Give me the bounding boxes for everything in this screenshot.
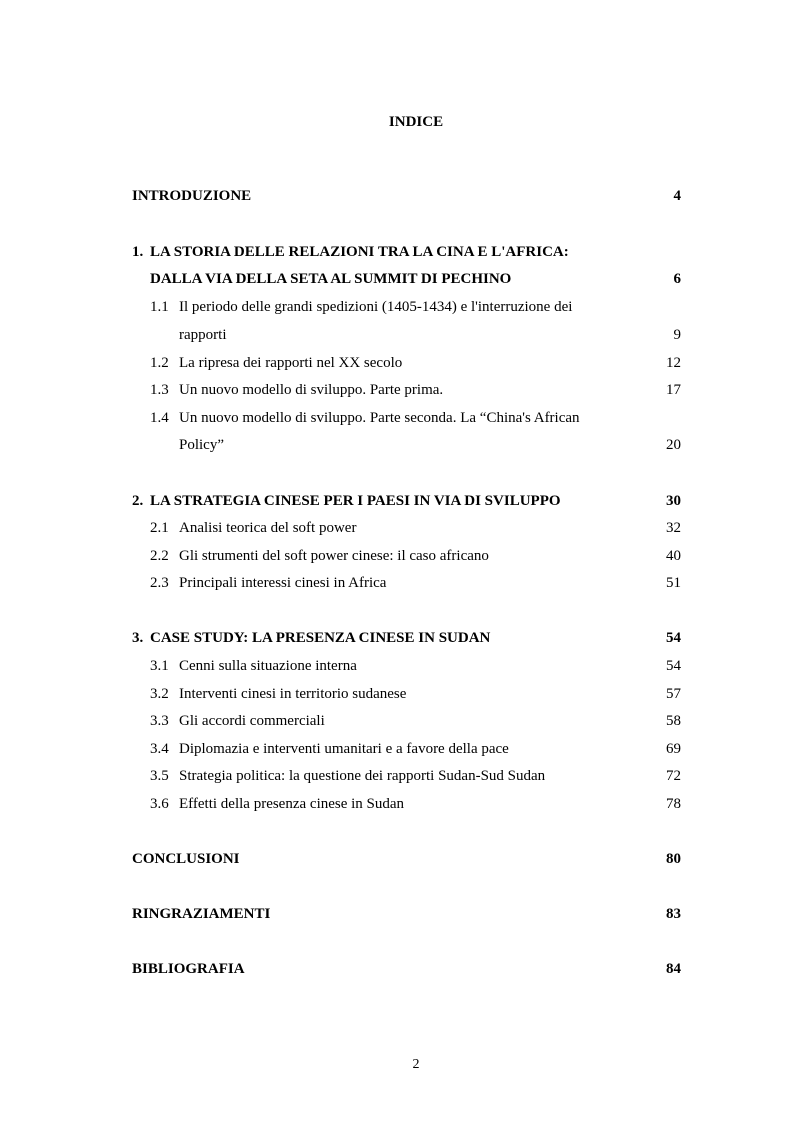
toc-entry-page: 57: [666, 686, 681, 702]
toc-entry-number: 2.3: [150, 575, 169, 591]
toc-entry-title: Gli strumenti del soft power cinese: il caso africano: [179, 548, 489, 564]
toc-entry-title: Il periodo delle grandi spedizioni (1405-1434) e l'interruzione dei: [179, 299, 573, 315]
toc-entry-page: 83: [666, 906, 681, 922]
toc-entry-page: 30: [666, 493, 681, 509]
toc-entry-page: 4: [673, 188, 681, 204]
toc-entry-title: Un nuovo modello di sviluppo. Parte seconda. La “China's African: [179, 410, 580, 426]
toc-entry-3-5[interactable]: [132, 766, 681, 786]
toc-entry-title: Interventi cinesi in territorio sudanese: [179, 686, 407, 702]
toc-entry-chapter-1[interactable]: [132, 242, 681, 262]
toc-entry-title: Analisi teorica del soft power: [179, 520, 357, 536]
toc-entry-1-4[interactable]: [132, 408, 681, 428]
toc-entry-page: 12: [666, 355, 681, 371]
toc-entry-number: 2.1: [150, 520, 169, 536]
toc-entry-title: Policy”: [179, 437, 224, 453]
page-title: INDICE: [388, 114, 444, 130]
toc-entry-title: LA STORIA DELLE RELAZIONI TRA LA CINA E L'AFRICA:: [150, 244, 569, 260]
toc-entry-number: 3.: [132, 630, 144, 646]
toc-entry-number: 3.6: [150, 796, 169, 812]
toc-entry-title: Un nuovo modello di sviluppo. Parte prima.: [179, 382, 444, 398]
toc-entry-page: 17: [666, 382, 681, 398]
toc-entry-page: 9: [673, 327, 681, 343]
toc-entry-title: Strategia politica: la questione dei rapporti Sudan-Sud Sudan: [179, 768, 546, 784]
toc-entry-page: 40: [666, 548, 681, 564]
toc-entry-title: BIBLIOGRAFIA: [132, 961, 245, 977]
toc-entry-page: 69: [666, 741, 681, 757]
toc-entry-title: Diplomazia e interventi umanitari e a favore della pace: [179, 741, 509, 757]
toc-entry-page: 51: [666, 575, 681, 591]
toc-entry-conclusioni[interactable]: [132, 849, 681, 869]
toc-entry-title: LA STRATEGIA CINESE PER I PAESI IN VIA DI SVILUPPO: [150, 493, 561, 509]
toc-entry-2-2[interactable]: [132, 546, 681, 566]
toc-entry-3-3[interactable]: [132, 711, 681, 731]
page-number: 2: [412, 1057, 420, 1072]
toc-entry-title: rapporti: [179, 327, 227, 343]
toc-entry-1-1[interactable]: [132, 297, 681, 317]
toc-entry-number: 1.2: [150, 355, 169, 371]
toc-entry-1-3[interactable]: [132, 380, 681, 400]
toc-entry-introduzione[interactable]: [132, 186, 681, 206]
toc-entry-page: 84: [666, 961, 681, 977]
toc-entry-title: La ripresa dei rapporti nel XX secolo: [179, 355, 403, 371]
toc-entry-number: 2.2: [150, 548, 169, 564]
toc-entry-3-6[interactable]: [132, 794, 681, 814]
toc-entry-title: CASE STUDY: LA PRESENZA CINESE IN SUDAN: [150, 630, 491, 646]
toc-entry-title: RINGRAZIAMENTI: [132, 906, 271, 922]
toc-entry-title: Gli accordi commerciali: [179, 713, 325, 729]
toc-entry-2-1[interactable]: [132, 518, 681, 538]
toc-entry-title: Effetti della presenza cinese in Sudan: [179, 796, 405, 812]
toc-entry-title: Principali interessi cinesi in Africa: [179, 575, 387, 591]
toc-entry-number: 2.: [132, 493, 144, 509]
toc-entry-1-2[interactable]: [132, 353, 681, 373]
toc-entry-page: 54: [666, 630, 681, 646]
toc-entry-title: DALLA VIA DELLA SETA AL SUMMIT DI PECHINO: [150, 271, 512, 287]
toc-entry-page: 54: [666, 658, 681, 674]
toc-entry-page: 20: [666, 437, 681, 453]
toc-entry-page: 80: [666, 851, 681, 867]
toc-entry-number: 1.3: [150, 382, 169, 398]
toc-entry-page: 72: [666, 768, 681, 784]
toc-entry-bibliografia[interactable]: [132, 959, 681, 979]
toc-entry-number: 3.2: [150, 686, 169, 702]
toc-entry-3-4[interactable]: [132, 739, 681, 759]
toc-entry-chapter-2[interactable]: [132, 491, 681, 511]
toc-entry-number: 3.4: [150, 741, 169, 757]
toc-entry-3-2[interactable]: [132, 684, 681, 704]
toc-entry-page: 58: [666, 713, 681, 729]
toc-entry-page: 32: [666, 520, 681, 536]
toc-entry-page: 6: [673, 271, 681, 287]
toc-entry-number: 3.5: [150, 768, 169, 784]
toc-entry-title: CONCLUSIONI: [132, 851, 240, 867]
toc-entry-chapter-1-cont[interactable]: [132, 269, 681, 289]
toc-entry-number: 1.4: [150, 410, 169, 426]
toc-entry-ringraziamenti[interactable]: [132, 904, 681, 924]
toc-entry-page: 78: [666, 796, 681, 812]
toc-entry-number: 3.1: [150, 658, 169, 674]
toc-entry-1-4-cont[interactable]: [132, 435, 681, 455]
toc-entry-number: 1.: [132, 244, 144, 260]
toc-entry-title: INTRODUZIONE: [132, 188, 252, 204]
toc-entry-title: Cenni sulla situazione interna: [179, 658, 357, 674]
toc-entry-3-1[interactable]: [132, 656, 681, 676]
toc-entry-chapter-3[interactable]: [132, 628, 681, 648]
toc-entry-number: 1.1: [150, 299, 169, 315]
toc-entry-number: 3.3: [150, 713, 169, 729]
toc-entry-2-3[interactable]: [132, 573, 681, 593]
toc-entry-1-1-cont[interactable]: [132, 325, 681, 345]
